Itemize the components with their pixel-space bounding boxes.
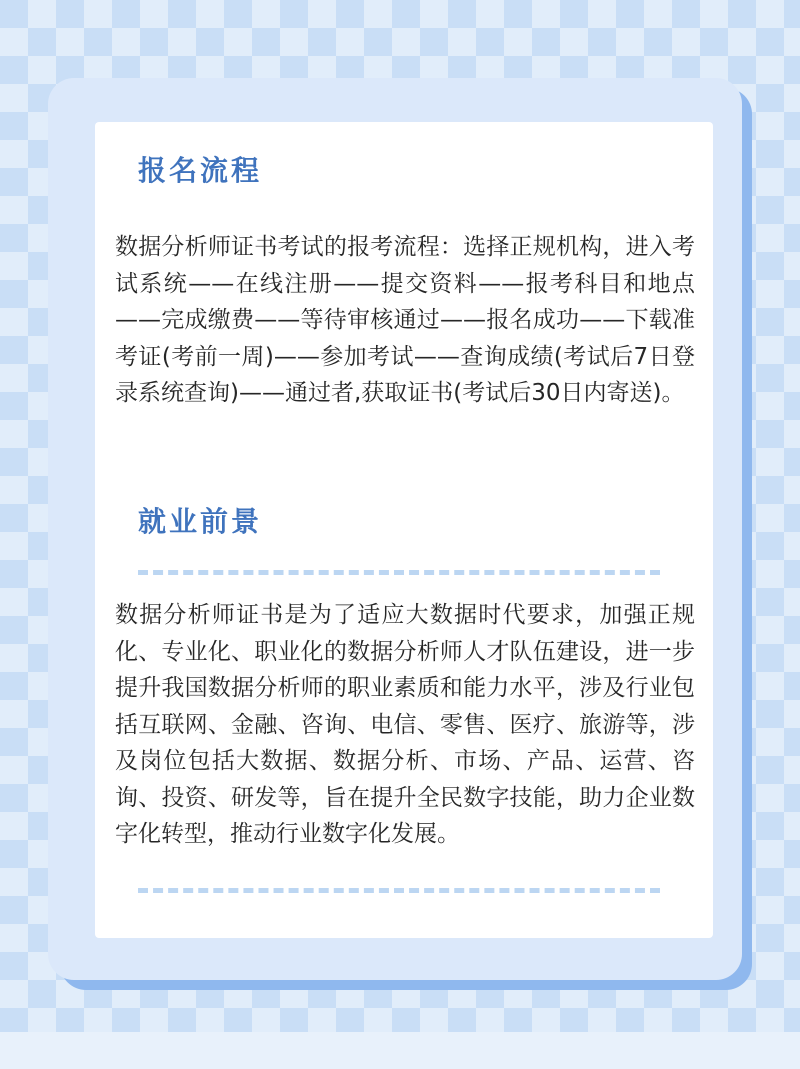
section-title-registration-process: 报名流程 (138, 154, 263, 187)
section-title-employment-prospects: 就业前景 (138, 505, 263, 538)
dashed-divider (138, 570, 660, 575)
bottom-strip (0, 1032, 800, 1069)
employment-prospects-text: 数据分析师证书是为了适应大数据时代要求，加强正规化、专业化、职业化的数据分析师人才队伍建设，进一步提升我国数据分析师的职业素质和能力水平，涉及行业包括互联网、金融、咨询、电信、零售、医疗、旅游等，涉及岗位包括大数据、数据分析、市场、产品、运营、咨询、投资、研发等，旨在提升全民数字技能，助力企业数字化转型，推动行业数字化发展。 (115, 602, 695, 847)
dashed-divider (138, 888, 660, 893)
registration-process-text: 数据分析师证书考试的报考流程：选择正规机构，进入考试系统——在线注册——提交资料——报考科目和地点——完成缴费——等待审核通过——报名成功——下载准考证(考前一周)——参加考试——查询成绩(考试后7日登录系统查询)——通过者,获取证书(考试后30日内寄送)。 (115, 234, 695, 406)
